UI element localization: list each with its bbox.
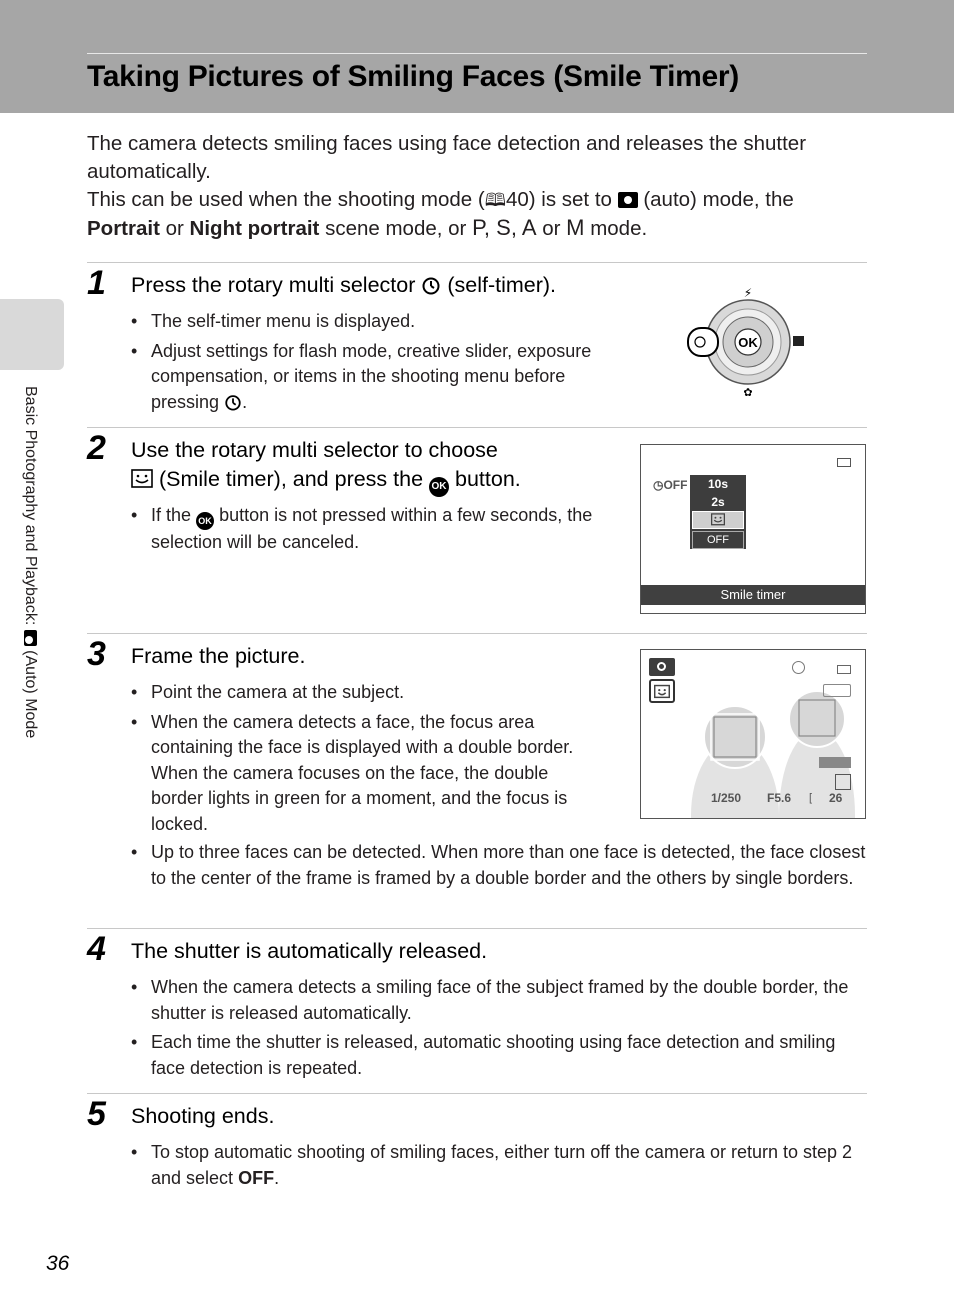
step-number: 4 bbox=[87, 930, 106, 968]
step-number: 3 bbox=[87, 635, 106, 673]
battery-icon bbox=[837, 458, 851, 467]
step-5-bullets bbox=[131, 1140, 867, 1195]
exposure-icon bbox=[793, 336, 804, 346]
rotary-multi-selector-diagram bbox=[686, 283, 810, 401]
step-4-heading: The shutter is automatically released. bbox=[131, 939, 488, 963]
step-4-bullets bbox=[131, 975, 867, 1085]
intro-line-1: The camera detects smiling faces using face detection and releases the shutter automatically. bbox=[87, 132, 807, 183]
page-title: Taking Pictures of Smiling Faces (Smile Timer) bbox=[87, 60, 739, 93]
smile-timer-menu-screen bbox=[640, 444, 866, 614]
aperture: F5.6 bbox=[767, 791, 792, 805]
list-item: • The self-timer menu is displayed. bbox=[131, 309, 621, 335]
self-timer-icon bbox=[421, 275, 441, 295]
menu-caption: Smile timer bbox=[641, 585, 865, 605]
movie-mode-icon bbox=[819, 757, 851, 768]
ok-button-icon: OK bbox=[429, 477, 449, 497]
header-rule bbox=[87, 53, 867, 54]
divider bbox=[87, 928, 867, 929]
step-2-bullets bbox=[131, 503, 621, 560]
list-item: • Up to three faces can be detected. When more than one face is detected, the face closest to the center of the frame is framed by a double border and the others by single borders. bbox=[131, 840, 867, 891]
flash-icon: ⚡ bbox=[743, 286, 753, 300]
list-item: • When the camera detects a face, the focus area containing the face is displayed with a double border. When the camera focuses on the face, the double border lights in green for a moment, and the focus is locked. bbox=[131, 710, 603, 838]
image-mode-icon bbox=[835, 774, 851, 790]
step-5-heading: Shooting ends. bbox=[131, 1104, 275, 1128]
list-item: • To stop automatic shooting of smiling faces, either turn off the camera or return to step 2 and select OFF. bbox=[131, 1140, 867, 1191]
header-band bbox=[0, 0, 954, 113]
divider bbox=[87, 427, 867, 428]
self-timer-off-icon: ◷OFF bbox=[653, 478, 688, 492]
self-timer-icon bbox=[224, 393, 242, 411]
ok-button-icon: OK bbox=[196, 512, 214, 530]
menu-option: 2s bbox=[711, 495, 725, 509]
side-tab bbox=[0, 299, 64, 370]
divider bbox=[87, 633, 867, 634]
list-item: • If the OK button is not pressed within a few seconds, the selection will be canceled. bbox=[131, 503, 621, 556]
menu-option: 10s bbox=[707, 477, 729, 491]
intro-line-2: This can be used when the shooting mode (🕮40) is set to (auto) mode, the Portrait or Night portrait scene mode, or P, S, A or M mode. bbox=[87, 188, 794, 240]
shutter-speed: 1/250 bbox=[711, 791, 742, 805]
book-icon: 🕮 bbox=[484, 190, 506, 210]
ok-label: OK bbox=[738, 335, 758, 350]
step-number: 5 bbox=[87, 1095, 106, 1133]
frame-screen bbox=[640, 649, 866, 819]
step-3-heading: Frame the picture. bbox=[131, 644, 306, 668]
mode-m: M bbox=[566, 215, 585, 240]
mode-letters: P, S, A bbox=[472, 215, 537, 240]
smile-timer-icon bbox=[711, 512, 725, 526]
step-3-bullets bbox=[131, 680, 603, 841]
af-assist-icon bbox=[823, 684, 851, 697]
portrait-label: Portrait bbox=[87, 217, 160, 240]
side-tab-label: Basic Photography and Playback: (Auto) Mode bbox=[22, 386, 39, 739]
menu-option: OFF bbox=[692, 531, 744, 549]
intro-text bbox=[87, 130, 877, 243]
memory-icon: [ bbox=[809, 792, 813, 804]
step-3-bullets-wide bbox=[131, 840, 867, 895]
list-item: • Each time the shutter is released, automatic shooting using face detection and smiling face detection is repeated. bbox=[131, 1030, 867, 1081]
menu-option-smile-timer bbox=[692, 511, 744, 529]
step-1-heading: Press the rotary multi selector (self-timer). bbox=[131, 273, 557, 297]
smile-timer-icon bbox=[131, 467, 153, 489]
exposures-remaining: 26 bbox=[829, 791, 843, 805]
macro-icon: ✿ bbox=[743, 386, 753, 399]
divider bbox=[87, 1093, 867, 1094]
smile-timer-icon bbox=[649, 679, 675, 703]
camera-icon bbox=[24, 630, 37, 646]
step-2-heading: Use the rotary multi selector to choose (Smile timer), and press the OK button. bbox=[131, 436, 631, 497]
step-1-bullets bbox=[131, 309, 621, 419]
night-portrait-label: Night portrait bbox=[189, 217, 320, 240]
list-item: • Adjust settings for flash mode, creative slider, exposure compensation, or items in the shooting menu before pressing . bbox=[131, 339, 621, 416]
divider bbox=[87, 262, 867, 263]
vr-icon bbox=[792, 661, 805, 674]
auto-mode-icon bbox=[618, 192, 638, 208]
battery-icon bbox=[837, 665, 851, 674]
page-number: 36 bbox=[46, 1252, 70, 1275]
off-label: OFF bbox=[238, 1167, 275, 1188]
list-item: • When the camera detects a smiling face of the subject framed by the double border, the shutter is released automatically. bbox=[131, 975, 867, 1026]
step-number: 1 bbox=[87, 264, 106, 302]
step-number: 2 bbox=[87, 429, 106, 467]
auto-mode-icon bbox=[649, 658, 675, 676]
timer-options-menu bbox=[690, 475, 746, 549]
list-item: • Point the camera at the subject. bbox=[131, 680, 603, 706]
